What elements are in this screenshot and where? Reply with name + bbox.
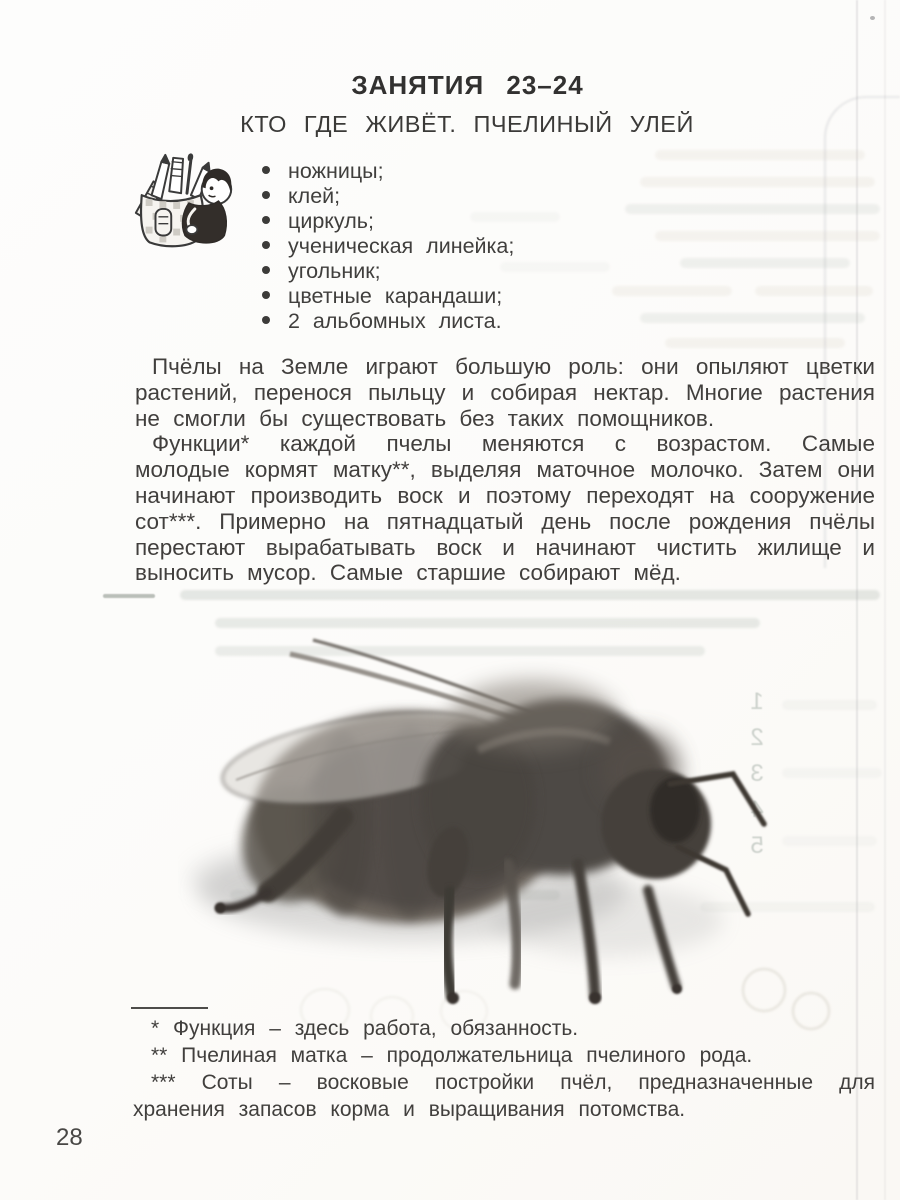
bleed-line	[655, 231, 880, 241]
bleed-digit: 5	[750, 832, 764, 859]
bleed-line	[640, 177, 875, 187]
supply-label: цветные карандаши;	[288, 284, 503, 308]
page-edge-shadow-2	[884, 0, 886, 1200]
bleed-line	[500, 262, 610, 272]
lesson-text	[135, 354, 875, 586]
lesson-title: ЗАНЯТИЯ 23–24	[351, 70, 584, 100]
bleed-digit: 2	[750, 724, 764, 751]
list-item	[262, 284, 514, 309]
scan-speck	[870, 16, 875, 20]
bleed-line	[665, 338, 845, 348]
bullet-icon	[262, 291, 270, 299]
lesson-subtitle: КТО ГДЕ ЖИВЁТ. ПЧЕЛИНЫЙ УЛЕЙ	[240, 111, 694, 137]
supplies-list	[262, 159, 514, 334]
list-item	[262, 309, 514, 334]
bleed-line	[655, 150, 865, 160]
bullet-icon	[262, 241, 270, 249]
text-line: начинают производить воск и поэтому переходят на сооружение	[135, 482, 875, 508]
footnote-line: *** Соты – восковые постройки пчёл, предназначенные для	[151, 1071, 875, 1094]
list-item	[262, 209, 514, 234]
bleed-line	[755, 286, 873, 296]
footnote-line: ** Пчелиная матка – продолжательница пчелиного рода.	[151, 1044, 753, 1067]
bleed-digit: 3	[750, 760, 764, 787]
bleed-line	[612, 286, 732, 296]
bleed-digit: 1	[750, 688, 764, 715]
bleed-line	[625, 204, 880, 214]
bullet-icon	[262, 191, 270, 199]
page-number: 28	[56, 1124, 83, 1151]
footnote-line: хранения запасов корма и выращивания потомства.	[133, 1098, 686, 1121]
bleed-digit: 4	[750, 796, 764, 823]
footnote-separator	[131, 1007, 208, 1009]
bleed-dash	[103, 594, 155, 598]
text-line: выносить мусор. Самые старшие собирают мёд.	[135, 560, 681, 586]
text-line: перестают вырабатывать воск и начинают чистить жилище и	[135, 534, 875, 560]
supply-label: циркуль;	[288, 209, 374, 233]
supply-label: клей;	[288, 184, 341, 208]
text-line: Пчёлы на Земле играют большую роль: они опыляют цветки	[152, 354, 875, 379]
supply-label: 2 альбомных листа.	[288, 309, 502, 333]
text-line: не смогли бы существовать без таких помощников.	[135, 405, 715, 431]
bleed-line-mirrored	[180, 590, 880, 600]
bleed-line	[680, 258, 850, 268]
footnote-line: * Функция – здесь работа, обязанность.	[151, 1017, 579, 1040]
bullet-icon	[262, 216, 270, 224]
text-line: сот***. Примерно на пятнадцатый день после рождения пчёлы	[135, 508, 875, 534]
supply-label: ученическая линейка;	[288, 234, 515, 258]
bullet-icon	[262, 166, 270, 174]
bee-photo	[178, 612, 798, 1012]
bullet-icon	[262, 316, 270, 324]
footnotes	[133, 1015, 875, 1123]
bullet-icon	[262, 266, 270, 274]
supply-label: угольник;	[288, 259, 381, 283]
supply-label: ножницы;	[288, 159, 384, 183]
list-item	[262, 259, 514, 284]
text-line: Функции* каждой пчелы меняются с возрастом. Самые	[152, 431, 875, 457]
text-line: молодые кормят матку**, выделяя маточное молочко. Затем они	[135, 457, 875, 483]
list-item	[262, 159, 514, 184]
bleed-line	[640, 313, 865, 323]
list-item	[262, 184, 514, 209]
list-item	[262, 234, 514, 259]
text-line: растений, перенося пыльцу и собирая нектар. Многие растения	[135, 379, 875, 405]
child-with-art-supplies-icon	[126, 150, 244, 262]
